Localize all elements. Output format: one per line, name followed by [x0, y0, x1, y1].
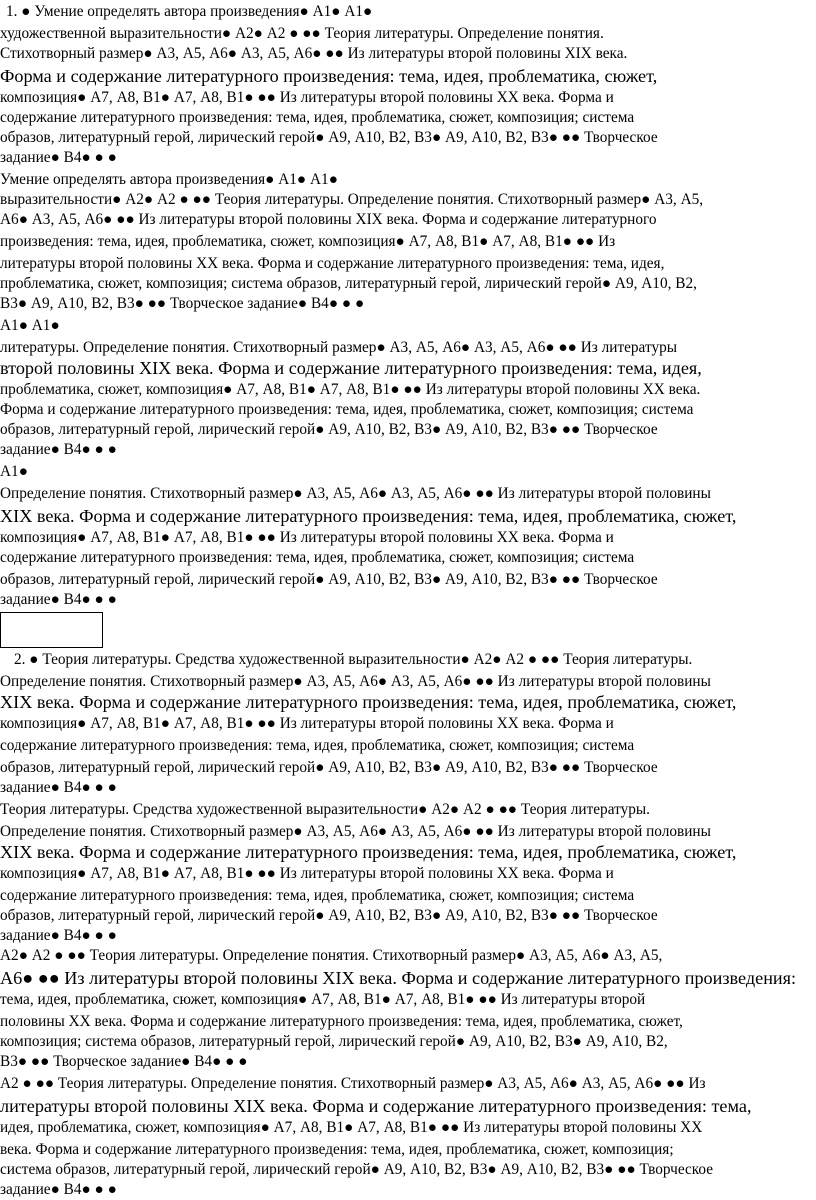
section1-line-15: В3● А9, А10, В2, В3● ●● Творческое задание● В4● ● ● [0, 295, 365, 312]
section2-line-5: содержание литературного произведения: тема, идея, проблематика, сюжет, композиция; система [0, 737, 635, 754]
section2-line-26: задание● В4● ● ● [0, 1181, 117, 1198]
section2-line-19: композиция; система образов, литературный герой, лирический герой● А9, А10, В2, В3● А9, А10, В2, [0, 1033, 668, 1050]
empty-answer-box [0, 612, 103, 648]
section1-line-16: А1● А1● [0, 317, 60, 334]
section1-line-23: А1● [0, 463, 28, 480]
section2-line-22: литературы второй половины XIX века. Форма и содержание литературного произведения: тема, [0, 1096, 752, 1116]
section1-line-22: задание● В4● ● ● [0, 441, 117, 458]
section1-line-13: литературы второй половины XX века. Форма и содержание литературного произведения: тема, идея, [0, 255, 665, 272]
section1-line-20: Форма и содержание литературного произведения: тема, идея, проблематика, сюжет, композиция; система [0, 401, 694, 418]
section2-line-3: XIX века. Форма и содержание литературного произведения: тема, идея, проблематика, сюжет, [0, 692, 737, 712]
section2-line-24: века. Форма и содержание литературного произведения: тема, идея, проблематика, сюжет, композиция; [0, 1141, 674, 1158]
section2-line-13: образов, литературный герой, лирический герой● А9, А10, В2, В3● А9, А10, В2, В3● ●● Творческое [0, 907, 658, 924]
section2-line-14: задание● В4● ● ● [0, 927, 117, 944]
section1-line-29: задание● В4● ● ● [0, 591, 117, 608]
section1-line-24: Определение понятия. Стихотворный размер● А3, А5, А6● А3, А5, А6● ●● Из литературы второй половины [0, 485, 711, 502]
section2-line-23: идея, проблематика, сюжет, композиция● А7, А8, В1● А7, А8, В1● ●● Из литературы второй половины XX [0, 1119, 703, 1136]
section1-line-11: А6● А3, А5, А6● ●● Из литературы второй половины XIX века. Форма и содержание литературного [0, 211, 657, 228]
section2-line-16: А6● ●● Из литературы второй половины XIX века. Форма и содержание литературного произведения: [0, 968, 797, 988]
section2-line-21: А2 ● ●● Теория литературы. Определение понятия. Стихотворный размер● А3, А5, А6● А3, А5, А6● ●● Из [0, 1075, 706, 1092]
section2-line-8: Теория литературы. Средства художественной выразительности● А2● А2 ● ●● Теория литературы. [0, 801, 650, 818]
section2-line-17: тема, идея, проблематика, сюжет, композиция● А7, А8, В1● А7, А8, В1● ●● Из литературы второй [0, 991, 646, 1008]
section2-line-10: XIX века. Форма и содержание литературного произведения: тема, идея, проблематика, сюжет, [0, 842, 737, 862]
section1-line-7: образов, литературный герой, лирический герой● А9, А10, В2, В3● А9, А10, В2, В3● ●● Творческое [0, 129, 658, 146]
section1-line-2: художественной выразительности● А2● А2 ● ●● Теория литературы. Определение понятия. [0, 25, 604, 42]
section1-line-26: композиция● А7, А8, В1● А7, А8, В1● ●● Из литературы второй половины XX века. Форма и [0, 529, 614, 546]
section2-line-9: Определение понятия. Стихотворный размер● А3, А5, А6● А3, А5, А6● ●● Из литературы второй половины [0, 823, 711, 840]
section2-line-2: Определение понятия. Стихотворный размер● А3, А5, А6● А3, А5, А6● ●● Из литературы второй половины [0, 673, 711, 690]
section1-line-10: выразительности● А2● А2 ● ●● Теория литературы. Определение понятия. Стихотворный размер● А3, А5, [0, 191, 704, 208]
section2-line-11: композиция● А7, А8, В1● А7, А8, В1● ●● Из литературы второй половины XX века. Форма и [0, 865, 614, 882]
section1-line-6: содержание литературного произведения: тема, идея, проблематика, сюжет, композиция; система [0, 109, 635, 126]
section2-line-7: задание● В4● ● ● [0, 779, 117, 796]
section1-line-21: образов, литературный герой, лирический герой● А9, А10, В2, В3● А9, А10, В2, В3● ●● Творческое [0, 421, 658, 438]
section1-line-4: Форма и содержание литературного произведения: тема, идея, проблематика, сюжет, [0, 66, 658, 86]
section2-line-12: содержание литературного произведения: тема, идея, проблематика, сюжет, композиция; система [0, 887, 635, 904]
section2-line-18: половины XX века. Форма и содержание литературного произведения: тема, идея, проблематика, сюжет, [0, 1013, 683, 1030]
section1-line-27: содержание литературного произведения: тема, идея, проблематика, сюжет, композиция; система [0, 549, 635, 566]
section1-line-3: Стихотворный размер● А3, А5, А6● А3, А5, А6● ●● Из литературы второй половины XIX века. [0, 45, 628, 62]
section1-line-18: второй половины XIX века. Форма и содержание литературного произведения: тема, идея, [0, 358, 702, 378]
section2-line-15: А2● А2 ● ●● Теория литературы. Определение понятия. Стихотворный размер● А3, А5, А6● А3, А5, [0, 947, 663, 964]
section2-line-6: образов, литературный герой, лирический герой● А9, А10, В2, В3● А9, А10, В2, В3● ●● Творческое [0, 759, 658, 776]
section1-line-25: XIX века. Форма и содержание литературного произведения: тема, идея, проблематика, сюжет, [0, 506, 737, 526]
section1-line-17: литературы. Определение понятия. Стихотворный размер● А3, А5, А6● А3, А5, А6● ●● Из литературы [0, 339, 678, 356]
section2-line-4: композиция● А7, А8, В1● А7, А8, В1● ●● Из литературы второй половины XX века. Форма и [0, 715, 614, 732]
section1-line-5: композиция● А7, А8, В1● А7, А8, В1● ●● Из литературы второй половины XX века. Форма и [0, 89, 614, 106]
section1-line-14: проблематика, сюжет, композиция; система образов, литературный герой, лирический герой● А9, А10, В2, [0, 275, 697, 292]
section1-line-19: проблематика, сюжет, композиция● А7, А8, В1● А7, А8, В1● ●● Из литературы второй половины XX века. [0, 381, 701, 398]
section2-line-25: система образов, литературный герой, лирический герой● А9, А10, В2, В3● А9, А10, В2, В3● ●● Творческое [0, 1161, 714, 1178]
section1-line-12: произведения: тема, идея, проблематика, сюжет, композиция● А7, А8, В1● А7, А8, В1● ●● Из [0, 233, 616, 250]
section2-line-20: В3● ●● Творческое задание● В4● ● ● [0, 1053, 248, 1070]
section1-line-8: задание● В4● ● ● [0, 149, 117, 166]
section1-line-9: Умение определять автора произведения● А1● А1● [0, 171, 338, 188]
section2-line-1: 2. ● Теория литературы. Средства художественной выразительности● А2● А2 ● ●● Теория литературы. [14, 651, 693, 668]
section1-line-1: 1. ● Умение определять автора произведения● А1● А1● [6, 3, 373, 20]
section1-line-28: образов, литературный герой, лирический герой● А9, А10, В2, В3● А9, А10, В2, В3● ●● Творческое [0, 571, 658, 588]
